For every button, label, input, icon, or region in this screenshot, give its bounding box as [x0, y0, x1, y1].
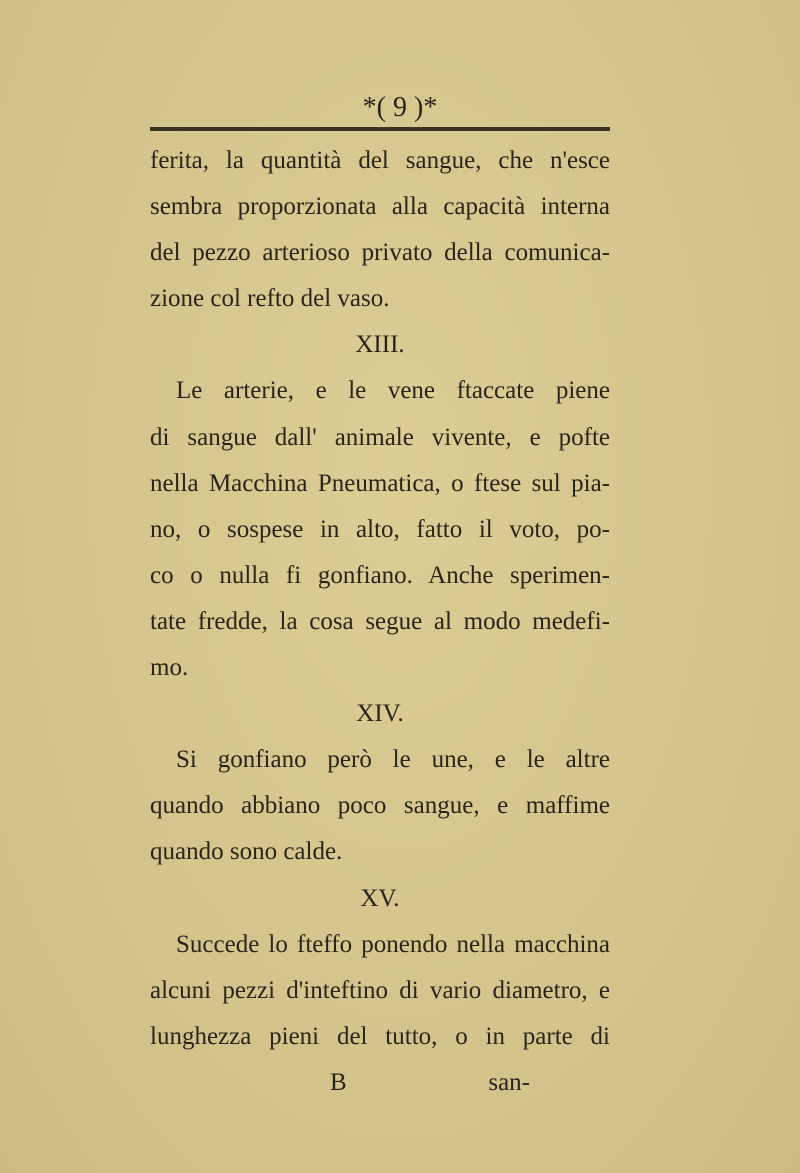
- text-line: mo.: [150, 654, 189, 682]
- section-number: XV.: [360, 884, 400, 912]
- text-line: quando sono calde.: [150, 838, 343, 866]
- text-line: alcuni pezzi d'inteftino di vario diametro, e: [150, 976, 610, 1004]
- body-text: [150, 138, 610, 1106]
- header-rule: [150, 127, 610, 131]
- text-line: Si gonfiano però le une, e le altre: [176, 746, 610, 774]
- page-header: *( 9 )*: [362, 92, 438, 123]
- text-line: zione col refto del vaso.: [150, 285, 390, 313]
- text-line: tate fredde, la cosa segue al modo medefi-: [150, 607, 610, 635]
- text-line: quando abbiano poco sangue, e maffime: [150, 792, 610, 820]
- section-number: XIII.: [355, 331, 405, 359]
- section-number: XIV.: [356, 700, 404, 728]
- text-line: Succede lo fteffo ponendo nella macchina: [176, 930, 610, 958]
- text-line: del pezzo arterioso privato della comunica-: [150, 239, 610, 267]
- text-line: co o nulla fi gonfiano. Anche sperimen-: [150, 561, 610, 589]
- text-line: nella Macchina Pneumatica, o ftese sul pia-: [150, 469, 610, 497]
- page-footer: [150, 1060, 610, 1106]
- text-line: lunghezza pieni del tutto, o in parte di: [150, 1022, 610, 1050]
- text-line: sembra proporzionata alla capacità interna: [150, 193, 610, 221]
- text-line: no, o sospese in alto, fatto il voto, po-: [150, 515, 610, 543]
- signature-mark: B: [330, 1068, 347, 1096]
- text-line: ferita, la quantità del sangue, che n'esce: [150, 147, 610, 174]
- text-line: Le arterie, e le vene ftaccate piene: [176, 377, 610, 405]
- text-line: di sangue dall' animale vivente, e pofte: [150, 423, 610, 451]
- catchword: san-: [488, 1068, 530, 1096]
